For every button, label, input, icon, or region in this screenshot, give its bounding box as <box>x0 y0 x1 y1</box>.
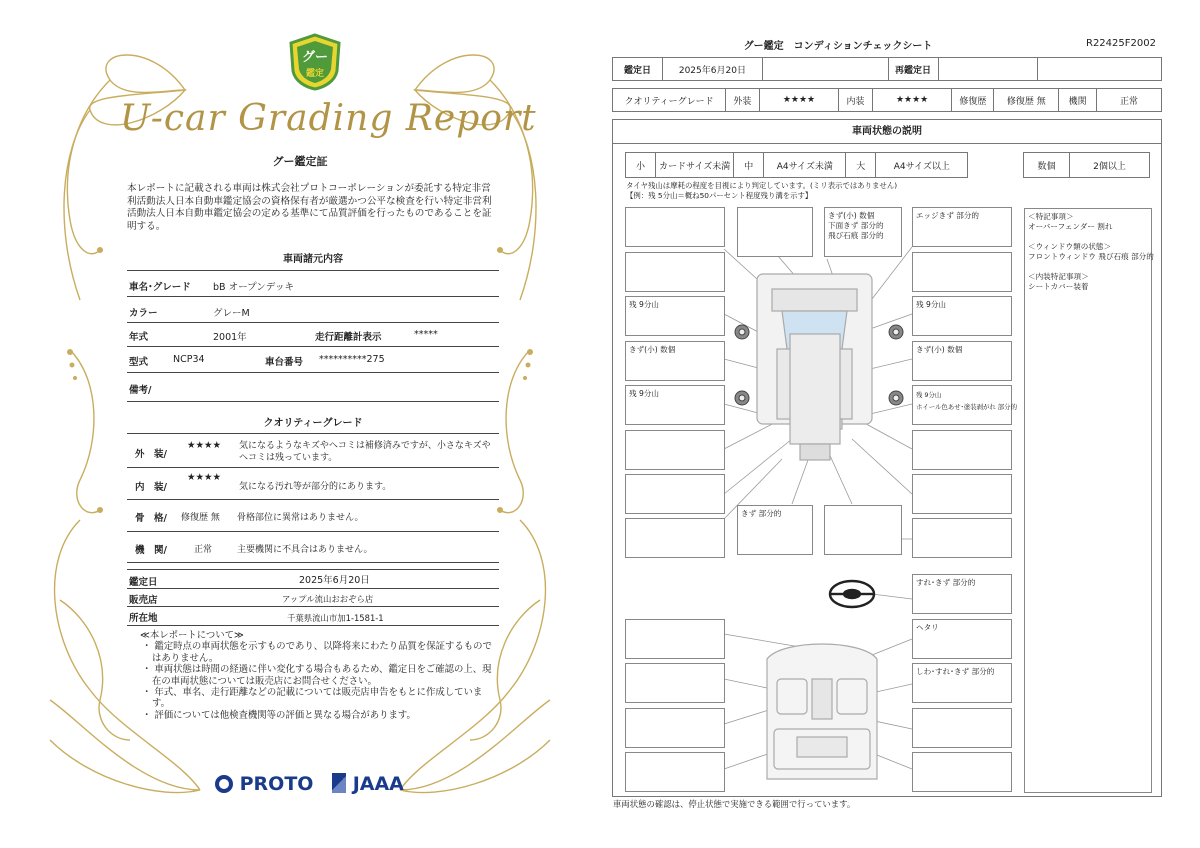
date-value-cell: 2025年6月20日 <box>662 58 762 81</box>
blank-cell <box>762 58 888 81</box>
footer-note: 車両状態の確認は、停止状態で実施できる範囲で行っています。 <box>613 799 856 809</box>
condition-box <box>625 252 725 292</box>
size-medium-desc: A4サイズ未満 <box>764 153 846 178</box>
condition-box-steering: すれ･きず 部分的 <box>912 574 1012 614</box>
exterior-stars: ★★★★ <box>187 440 222 451</box>
special-line: ＜特記事項＞ <box>1028 212 1074 221</box>
quality-row-engine <box>127 532 499 563</box>
quality-row-frame <box>127 500 499 532</box>
jaaa-logo-text: JAAA <box>352 773 404 795</box>
condition-check-sheet <box>600 0 1200 848</box>
shop-row <box>127 589 499 607</box>
condition-box <box>912 474 1012 514</box>
shop-label: 販売店 <box>129 595 158 606</box>
exterior-comment: 気になるようなキズやヘコミは補修済みですが、小さなキズやヘコミは残っています。 <box>239 441 491 463</box>
condition-box <box>912 252 1012 292</box>
quality-section-title: クオリティーグレード <box>263 418 363 429</box>
condition-box <box>912 708 1012 748</box>
mileage-value: ***** <box>414 329 438 340</box>
condition-box <box>824 505 902 555</box>
proto-logo-text: PROTO <box>239 773 314 795</box>
blank-cell <box>1038 58 1162 81</box>
certificate-title: グー鑑定証 <box>272 155 328 168</box>
address-value: 千葉県流山市加1-1581-1 <box>287 613 384 623</box>
mileage-label: 走行距離計表示 <box>315 332 382 343</box>
exterior-stars-cell: ★★★★ <box>759 89 839 112</box>
date-label: 鑑定日 <box>129 577 158 588</box>
frame-label: 骨 格/ <box>135 513 167 524</box>
size-small: 小 <box>626 153 656 178</box>
condition-box <box>912 752 1012 792</box>
model-value: NCP34 <box>173 354 205 365</box>
size-large-desc: A4サイズ以上 <box>876 153 968 178</box>
condition-box-left-front-tire: 残 9分山 <box>625 296 725 336</box>
chassis-value: **********275 <box>319 354 385 365</box>
condition-box-right-front-tire: 残 9分山 <box>912 296 1012 336</box>
condition-box <box>625 430 725 470</box>
shop-value: アップル流山おおぞら店 <box>282 594 374 604</box>
date-value: 2025年6月20日 <box>299 575 370 586</box>
note-item: ・ 評価については他検査機関等の評価と異なる場合があります。 <box>142 709 416 721</box>
svg-text:鑑定: 鑑定 <box>305 69 325 79</box>
certificate-text: 本レポートに記載される車両は株式会社プロトコーポレーションが委託する特定非営利活動法人日本自動車鑑定協会の資格保有者が厳選かつ公平な検査を行い特定非営利活動法人日本自動車鑑定協会の定める基準にて品質評価を行ったものであることを証明する。 <box>127 183 492 232</box>
exterior-label: 外 装/ <box>135 449 167 460</box>
condition-box <box>625 619 725 659</box>
condition-box <box>912 430 1012 470</box>
name-value: bB オープンデッキ <box>213 282 295 293</box>
repair-value-cell: 修復歴 無 <box>994 89 1059 112</box>
address-label: 所在地 <box>129 613 158 624</box>
engine-label-cell: 機関 <box>1059 89 1097 112</box>
condition-box <box>625 663 725 703</box>
spec-row-color <box>127 297 499 323</box>
quality-grade-label-cell: クオリティーグレード <box>613 89 726 112</box>
spec-section-title: 車両諸元内容 <box>283 254 343 265</box>
interior-label-cell: 内装 <box>839 89 873 112</box>
report-notes <box>140 630 500 721</box>
sheet-title: グー鑑定 コンディションチェックシート <box>743 41 933 52</box>
address-row <box>127 607 499 626</box>
condition-box-top-mid: きず(小) 数個 下面きず 部分的 飛び石痕 部分的 <box>824 207 902 257</box>
engine-label: 機 関/ <box>135 545 167 556</box>
special-line: シートカバー装着 <box>1028 282 1089 291</box>
condition-box-left-side: きず(小) 数個 <box>625 341 725 381</box>
remarks-label: 備考/ <box>129 385 152 396</box>
special-line: オーバーフェンダー 割れ <box>1028 222 1113 231</box>
special-line: フロントウィンドウ 飛び石痕 部分的 <box>1028 252 1154 261</box>
note-item: ・ 車両状態は時間の経過に伴い変化する場合もあるため、鑑定日をご確認の上、現在の車両状態については販売店にお問合せください。 <box>142 664 492 687</box>
engine-value: 正常 <box>194 545 213 555</box>
date-table <box>612 57 1162 81</box>
special-line: ＜内装特記事項＞ <box>1028 272 1089 281</box>
year-value: 2001年 <box>213 332 247 343</box>
note-item: ・ 鑑定時点の車両状態を示すものであり、以降将来にわたり品質を保証するものではありません。 <box>142 641 492 664</box>
grade-table <box>612 88 1162 112</box>
proto-logo-icon <box>215 775 233 793</box>
spec-row-name <box>127 270 499 297</box>
svg-text:グー: グー <box>301 50 329 65</box>
interior-stars-cell: ★★★★ <box>872 89 952 112</box>
sheet-code: R22425F2002 <box>1086 38 1156 49</box>
year-label: 年式 <box>129 332 149 343</box>
date-label-cell: 鑑定日 <box>613 58 663 81</box>
steering-wheel-icon <box>830 581 874 607</box>
condition-box-left-rear-tire: 残 9分山 <box>625 385 725 425</box>
color-label: カラー <box>129 308 158 319</box>
quality-row-exterior <box>127 433 499 468</box>
special-line: ＜ウィンドウ類の状態＞ <box>1028 242 1112 251</box>
condition-box-top-right: エッジきず 部分的 <box>912 207 1012 247</box>
condition-box <box>625 708 725 748</box>
interior-label: 内 装/ <box>135 482 167 493</box>
engine-value-cell: 正常 <box>1096 89 1161 112</box>
reappraisal-label-cell: 再鑑定日 <box>888 58 938 81</box>
spec-row-model <box>127 347 499 373</box>
engine-comment: 主要機関に不具合はありません。 <box>237 545 373 555</box>
spec-row-year <box>127 323 499 347</box>
footer-logos <box>215 773 404 795</box>
appraisal-date-row <box>127 569 499 589</box>
jaaa-logo-icon <box>332 773 346 793</box>
frame-comment: 骨格部位に異常はありません。 <box>237 513 364 523</box>
car-top-view <box>757 274 872 460</box>
count-label: 数個 <box>1024 153 1070 178</box>
condition-box <box>625 474 725 514</box>
condition-box-bottom-left: きず 部分的 <box>737 505 813 555</box>
color-value: グレーM <box>213 308 250 319</box>
condition-box <box>737 207 813 257</box>
size-large: 大 <box>846 153 876 178</box>
frame-value: 修復歴 無 <box>181 513 220 523</box>
quality-row-interior <box>127 468 499 500</box>
car-interior-view <box>767 644 877 779</box>
size-medium: 中 <box>734 153 764 178</box>
exterior-label-cell: 外装 <box>726 89 760 112</box>
condition-box-interior: しわ･すれ･きず 部分的 <box>912 663 1012 703</box>
note-item: ・ 年式、車名、走行距離などの記載については販売店申告をもとに作成しています。 <box>142 687 483 710</box>
model-label: 型式 <box>129 357 149 368</box>
condition-box-right-side: きず(小) 数個 <box>912 341 1012 381</box>
size-small-desc: カードサイズ未満 <box>656 153 734 178</box>
name-label: 車名･グレード <box>129 282 191 293</box>
tire-note-line: 【例：残 5分山＝概ね50パーセント程度残り溝を示す】 <box>626 190 813 200</box>
condition-box-seat: ヘタリ <box>912 619 1012 659</box>
notes-title: ≪本レポートについて≫ <box>140 630 244 641</box>
goo-kantei-badge-icon <box>287 33 343 91</box>
repair-label-cell: 修復歴 <box>952 89 994 112</box>
chassis-label: 車台番号 <box>265 357 304 368</box>
condition-box <box>912 518 1012 558</box>
tire-note-line: タイヤ残山は摩耗の程度を目視により判定しています。(ミリ表示ではありません) <box>626 181 898 190</box>
report-script-title: U-car Grading Report <box>120 98 537 139</box>
count-desc: 2個以上 <box>1070 153 1150 178</box>
condition-box <box>625 518 725 558</box>
condition-box <box>625 207 725 247</box>
reappraisal-value-cell <box>938 58 1038 81</box>
panel-title: 車両状態の説明 <box>613 120 1161 144</box>
interior-comment: 気になる汚れ等が部分的にあります。 <box>239 482 392 492</box>
spec-row-remarks <box>127 373 499 402</box>
condition-box <box>625 752 725 792</box>
interior-stars: ★★★★ <box>187 472 222 483</box>
condition-box-right-rear-tire: 残 9分山 ホイール色あせ･塗装剥がれ 部分的 <box>912 385 1012 425</box>
